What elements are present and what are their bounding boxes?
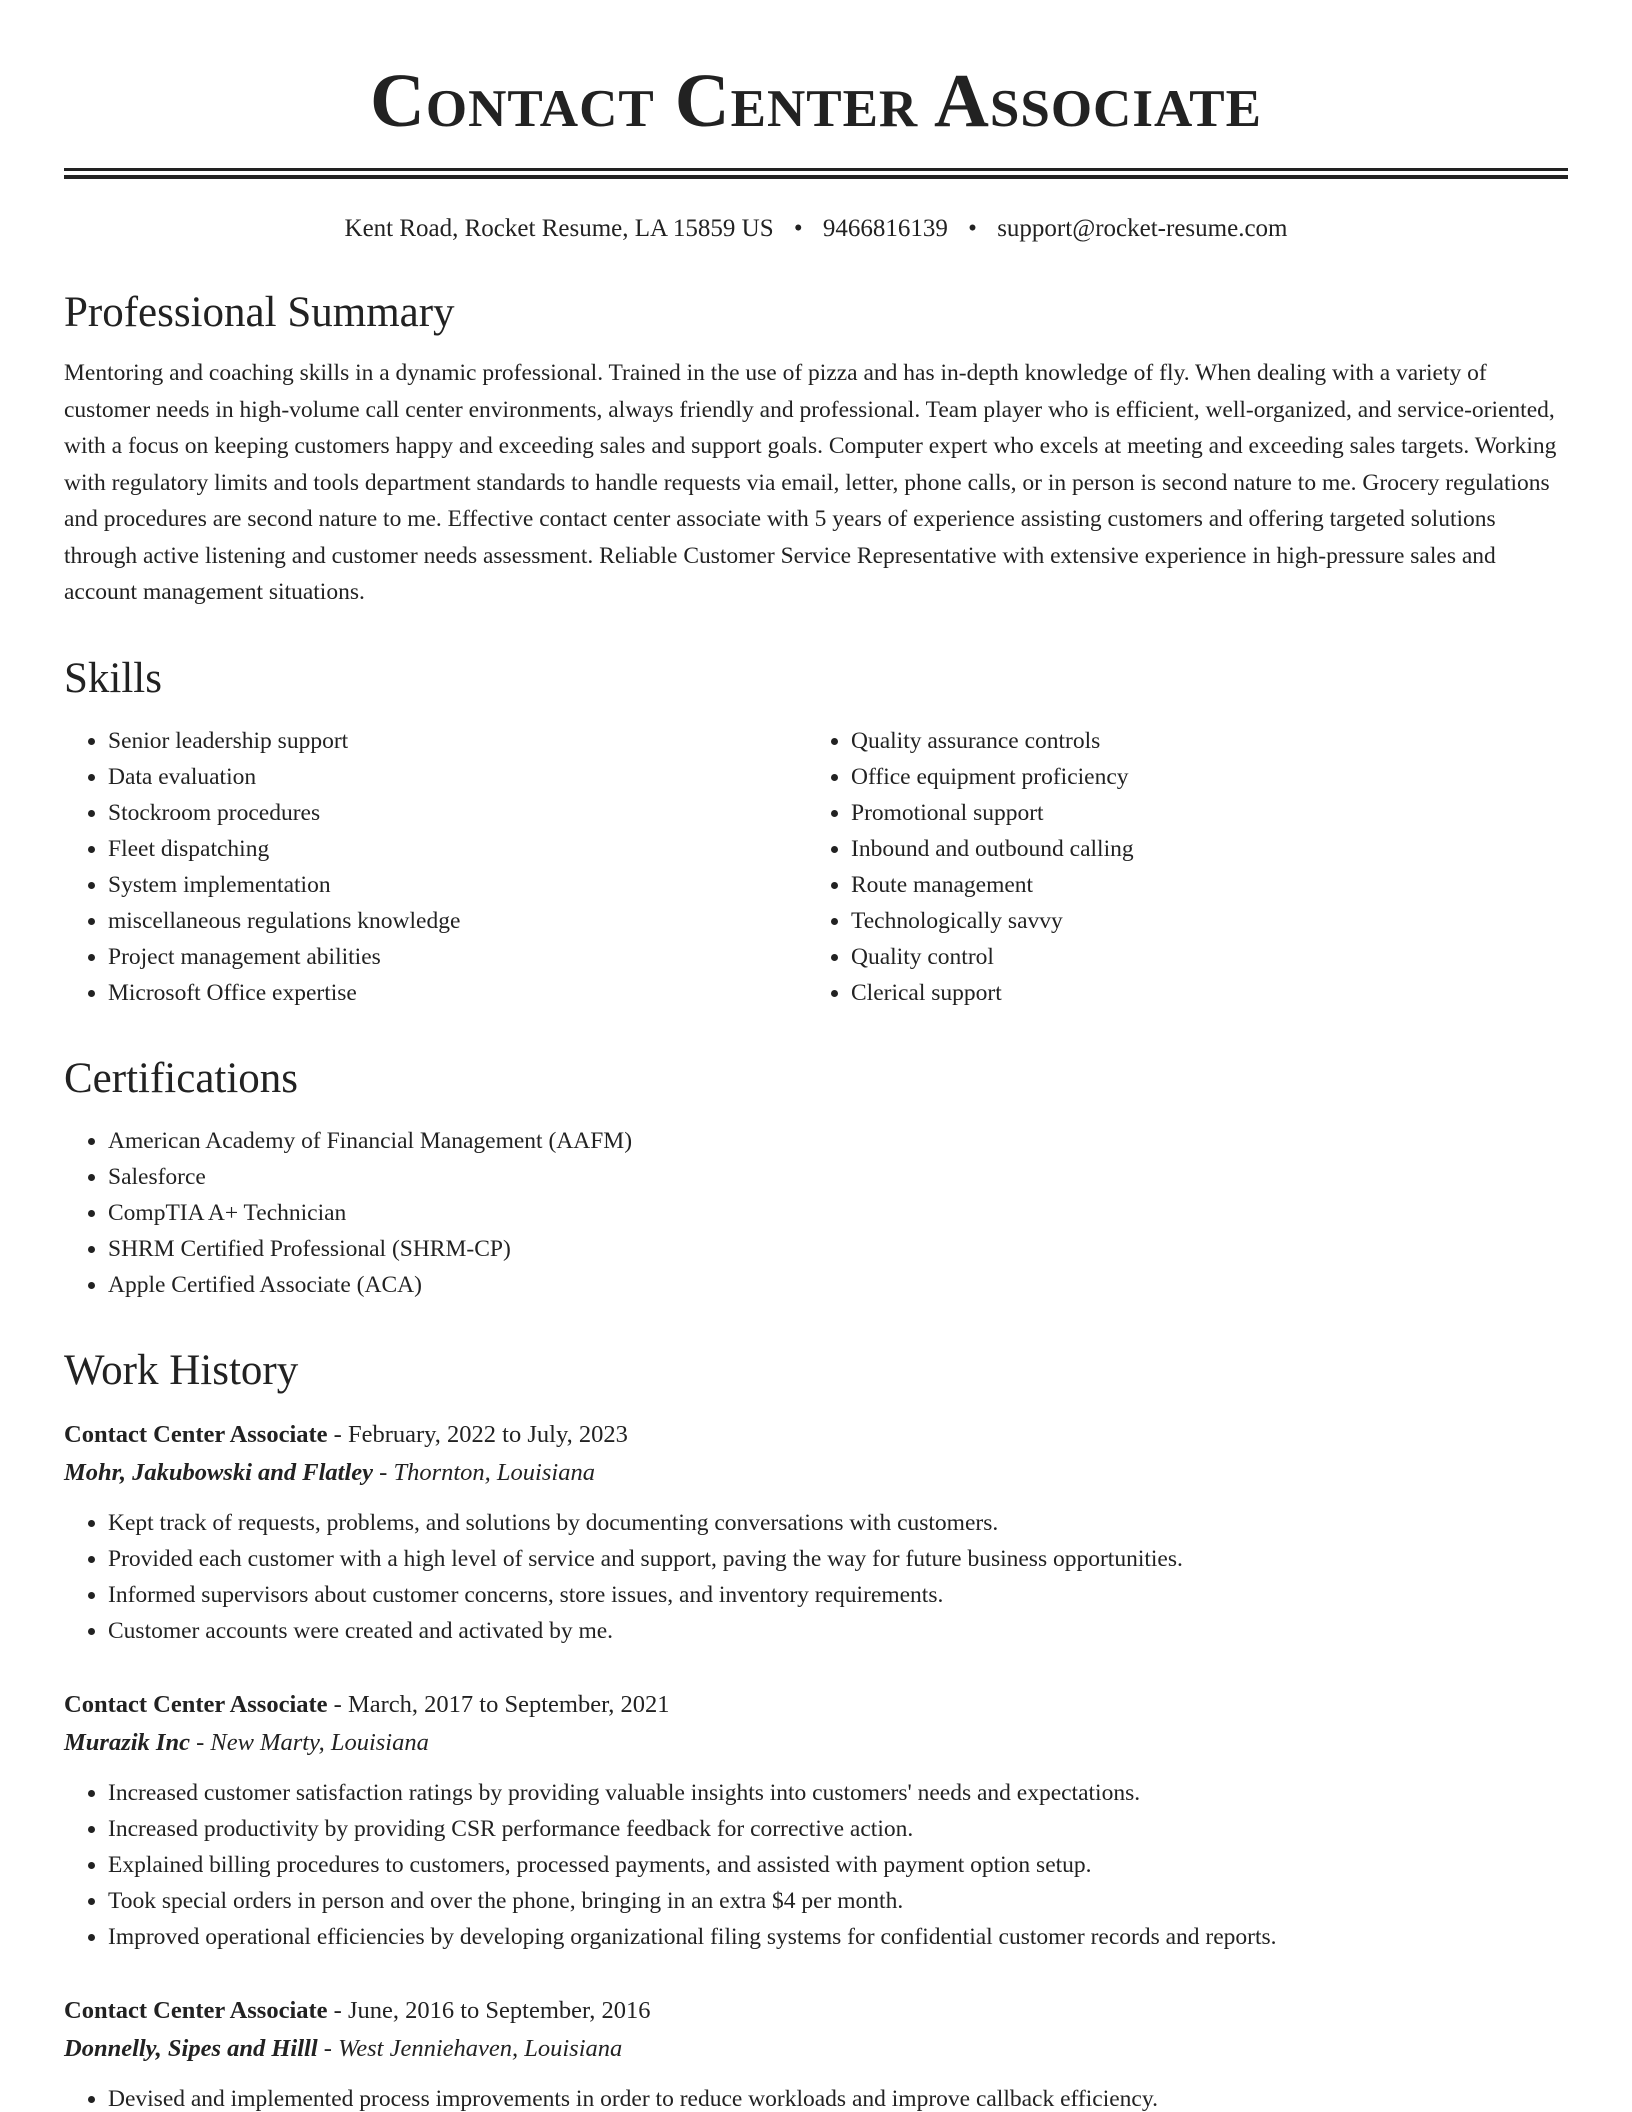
contact-separator: • [968,215,977,242]
job-bullet: • Customer accounts were created and activated by me. [108,1613,1568,1649]
skill-item: • Promotional support [851,795,1568,831]
summary-section [64,285,1568,611]
contact-address: Kent Road, Rocket Resume, LA 15859 US [344,215,774,242]
job-bullet: • Improved operational efficiencies by developing organizational filing systems for confidential customer records and reports. [108,1919,1568,1955]
skills-list-right [807,723,1568,1011]
certifications-heading: Certifications [64,1054,299,1102]
work-history-section [64,1343,1568,2112]
skill-item: • Route management [851,867,1568,903]
job-company-line [64,1723,1568,1763]
skill-item: • Office equipment proficiency [851,759,1568,795]
job-dates: - March, 2017 to September, 2021 [327,1690,670,1718]
skills-heading: Skills [64,654,162,702]
job-location: - West Jenniehaven, Louisiana [317,2034,623,2062]
job-bullets [64,1505,1568,1649]
job-company-line [64,1453,1568,1493]
certification-item: • American Academy of Financial Management (AAFM) [108,1123,1568,1159]
skill-item: • Inbound and outbound calling [851,831,1568,867]
job-company: Mohr, Jakubowski and Flatley [64,1458,374,1486]
job-bullet: • Explained billing procedures to customers, processed payments, and assisted with payment option setup. [108,1847,1568,1883]
job-entry [64,1417,1568,1649]
certification-item: • SHRM Certified Professional (SHRM-CP) [108,1231,1568,1267]
job-bullets [64,2081,1568,2112]
skill-item: • Senior leadership support [108,723,807,759]
job-title-line [64,1417,1568,1453]
job-bullets [64,1775,1568,1955]
skill-item: • Microsoft Office expertise [108,975,807,1011]
skills-list-left [64,723,807,1011]
job-bullet: • Kept track of requests, problems, and solutions by documenting conversations with customers. [108,1505,1568,1541]
skill-item: • Stockroom procedures [108,795,807,831]
certification-item: • CompTIA A+ Technician [108,1195,1568,1231]
job-dates: - February, 2022 to July, 2023 [327,1420,628,1448]
skill-item: • Project management abilities [108,939,807,975]
job-dates: - June, 2016 to September, 2016 [327,1996,651,2024]
skill-item: • miscellaneous regulations knowledge [108,903,807,939]
job-company-line [64,2029,1568,2069]
job-title-line [64,1993,1568,2029]
contact-separator: • [793,215,803,242]
certification-item: • Salesforce [108,1159,1568,1195]
job-title-line [64,1687,1568,1723]
job-company: Donnelly, Sipes and Hilll [64,2034,318,2062]
job-bullet: • Provided each customer with a high level of service and support, paving the way for future business opportunities. [108,1541,1568,1577]
job-bullet: • Increased productivity by providing CSR performance feedback for corrective action. [108,1811,1568,1847]
skill-item: • Quality control [851,939,1568,975]
skill-item: • Data evaluation [108,759,807,795]
skill-item: • Technologically savvy [851,903,1568,939]
job-bullet: • Informed supervisors about customer concerns, store issues, and inventory requirements. [108,1577,1568,1613]
skill-item: • Clerical support [851,975,1568,1011]
job-location: - New Marty, Louisiana [189,1728,429,1756]
skill-item: • Fleet dispatching [108,831,807,867]
job-role: Contact Center Associate [64,1420,328,1448]
summary-heading: Professional Summary [64,289,455,336]
skill-item: • System implementation [108,867,807,903]
job-bullet: • Devised and implemented process improvements in order to reduce workloads and improve callback efficiency. [108,2081,1568,2112]
certifications-section [64,1051,1568,1303]
job-entry [64,1993,1568,2112]
resume-title: Contact Center Associate [370,59,1262,143]
certification-item: • Apple Certified Associate (ACA) [108,1267,1568,1303]
skills-grid [64,723,1568,1011]
job-location: - Thornton, Louisiana [373,1458,595,1486]
summary-text: Mentoring and coaching skills in a dynamic professional. Trained in the use of pizza and has in-depth knowledge of fly. When dealing with a variety of customer needs in high-volume call center environments, always friendly and professional. Team player who is efficient, well-organized, and service-oriented, with a focus on keeping customers happy and exceeding sales and support goals. Computer expert who excels at meeting and exceeding sales targets. Working with regulatory limits and tools department standards to handle requests via email, letter, phone calls, or in person is second nature to me. Grocery regulations and procedures are second nature to me. Effective contact center associate with 5 years of experience assisting customers and offering targeted solutions through active listening and customer needs assessment. Reliable Customer Service Representative with extensive experience in high-pressure sales and account management situations. [64,360,1557,605]
job-role: Contact Center Associate [64,1690,328,1718]
contact-line [64,213,1568,245]
job-role: Contact Center Associate [64,1996,328,2024]
job-bullet: • Increased customer satisfaction ratings by providing valuable insights into customers' needs and expectations. [108,1775,1568,1811]
job-bullet: • Took special orders in person and over the phone, bringing in an extra $4 per month. [108,1883,1568,1919]
contact-phone: 9466816139 [822,215,948,242]
contact-email: support@rocket-resume.com [997,215,1288,242]
title-divider [64,168,1568,179]
job-company: Murazik Inc [64,1728,190,1756]
skill-item: • Quality assurance controls [851,723,1568,759]
job-entry [64,1687,1568,1955]
certifications-list [64,1123,1568,1303]
work-history-heading: Work History [64,1346,299,1394]
skills-section [64,651,1568,1011]
